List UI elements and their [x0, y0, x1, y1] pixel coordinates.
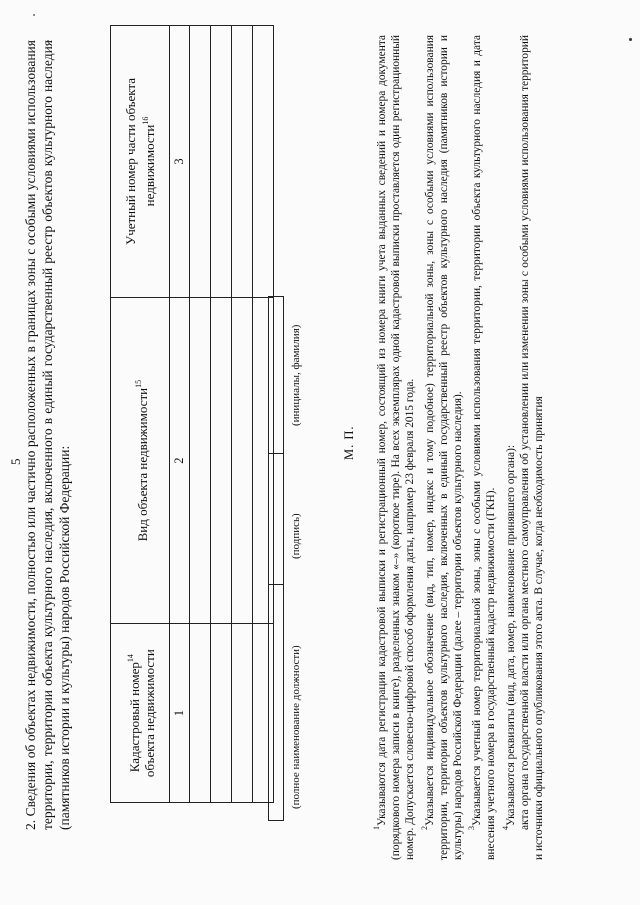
table-cell: [211, 297, 232, 623]
footnote-4-continued: акта органа государственной власти или органа местного самоуправления об установлении или изменении зоны с особыми условиями использования территорий и источники официального опубликования этого акта. В случае, когда необходимость принятия: [518, 35, 546, 860]
table-cell: [190, 297, 211, 623]
table-cell: [190, 26, 211, 298]
footnotes: [370, 35, 546, 860]
name-cell: [269, 297, 284, 454]
header-part-number: Учетный номер части объекта недвижимости$^{16}$: [111, 26, 170, 298]
footnote-2: $^2$Указывается индивидуальное обозначение (вид, тип, номер, индекс и тому подобное) территориальной зоны, зоны с особыми условиями использования территории, территории объектов культурного наследия, включенных в единый государственный реестр объектов культурного наследия (памятников истории и культуры) народов Российской Федерации (далее – территории объектов культурного наследия).: [419, 35, 465, 860]
table-cell: [232, 26, 253, 298]
page-number: 5: [8, 458, 23, 465]
table-cell: [211, 26, 232, 298]
signature-table: [268, 296, 284, 821]
column-number: 3: [170, 26, 190, 298]
footnote-1: $^1$Указываются дата регистрации кадастровой выписки и регистрационный номер, состоящий из номера книги учета выданных сведений и номера документа (порядкового номера записи в книге), разделенных знаком «–» (короткое тире). На всех экземплярах одной кадастровой выписки проставляется один регистрационный номер. Допускается словесно-цифровой способ оформления даты, например 23 февраля 2015 года.: [372, 35, 417, 860]
table-cell: [190, 624, 211, 803]
table-cell: [211, 624, 232, 803]
footnote-3: $^3$Указывается учетный номер территориальной зоны, зоны с особыми условиями использования территории, территории объекта культурного наследия и дата внесения учетного номера в государственный кадастр недвижимости (ГКН).: [467, 35, 498, 860]
table-cell: [232, 297, 253, 623]
stamp-label: М. П.: [342, 425, 356, 460]
table-cell: [253, 26, 274, 298]
column-number: 1: [170, 624, 190, 803]
position-label: (полное наименование должности): [290, 645, 302, 809]
column-number: 2: [170, 297, 190, 623]
signature-label: (подпись): [290, 513, 302, 559]
section-title: 2. Сведения об объектах недвижимости, полностью или частично расположенных в границах зоны с особыми условиями использования территории, территории объекта культурного наследия, включенного в единый государственный реестр объектов культурного наследия (памятников истории и культуры) народов Российской Федерации:: [23, 40, 72, 830]
real-estate-table: [110, 25, 274, 803]
header-object-type: Вид объекта недвижимости$^{15}$: [111, 297, 170, 623]
name-label: (инициалы, фамилия): [290, 324, 302, 426]
footnote-4: $^4$Указываются реквизиты (вид, дата, номер, наименование принявшего органа):: [500, 444, 517, 830]
header-cadastral-number: Кадастровый номер$^{14}$ объекта недвижимости: [111, 624, 170, 803]
position-cell: [269, 585, 284, 821]
signature-cell: [269, 454, 284, 585]
table-cell: [232, 624, 253, 803]
